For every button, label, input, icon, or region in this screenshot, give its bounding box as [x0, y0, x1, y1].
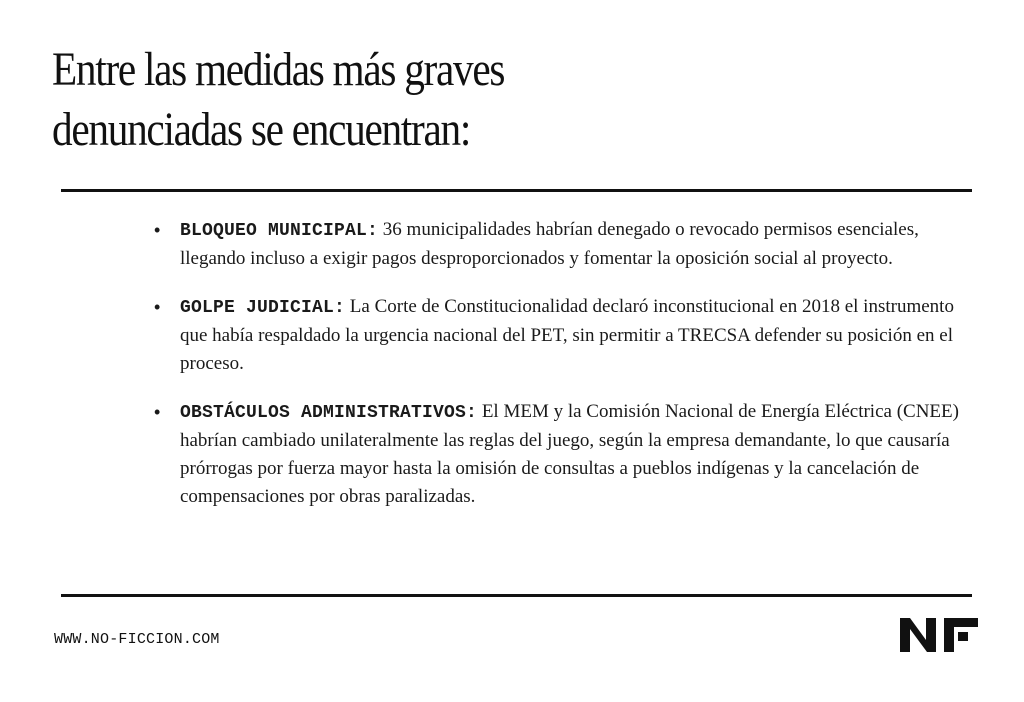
page-title	[52, 40, 671, 160]
title-line-1: Entre las medidas más graves	[52, 43, 505, 96]
item-text: La Corte de Constitucionalidad declaró inconstitucional en 2018 el instrumento que había respaldado la urgencia nacional del PET, sin permitir a TRECSA defender su posición en el proceso.	[180, 296, 954, 374]
bullet-icon: •	[154, 297, 161, 317]
list-item	[154, 398, 980, 511]
bullet-icon: •	[154, 402, 161, 422]
item-text: El MEM y la Comisión Nacional de Energía Eléctrica (CNEE) habrían cambiado unilateralmente las reglas del juego, según la empresa demandante, lo que causaría prórrogas por fuerza mayor hasta la omisión de consultas a pueblos indígenas y la cancelación de compensaciones por obras paralizadas.	[180, 401, 959, 507]
list-item	[154, 293, 980, 378]
website-url[interactable]: WWW.NO-FICCION.COM	[54, 631, 220, 648]
item-label: OBSTÁCULOS ADMINISTRATIVOS:	[180, 403, 478, 423]
bottom-divider	[61, 594, 972, 597]
item-label: BLOQUEO MUNICIPAL:	[180, 221, 379, 241]
item-label: GOLPE JUDICIAL:	[180, 298, 346, 318]
list-item	[154, 216, 980, 273]
nf-logo-icon	[900, 618, 978, 652]
item-text: 36 municipalidades habrían denegado o revocado permisos esenciales, llegando incluso a exigir pagos desproporcionados y fomentar la oposición social al proyecto.	[180, 219, 919, 269]
bullet-icon: •	[154, 220, 161, 240]
top-divider	[61, 189, 972, 192]
title-line-2: denunciadas se encuentran:	[52, 103, 471, 156]
measures-list	[154, 216, 980, 511]
